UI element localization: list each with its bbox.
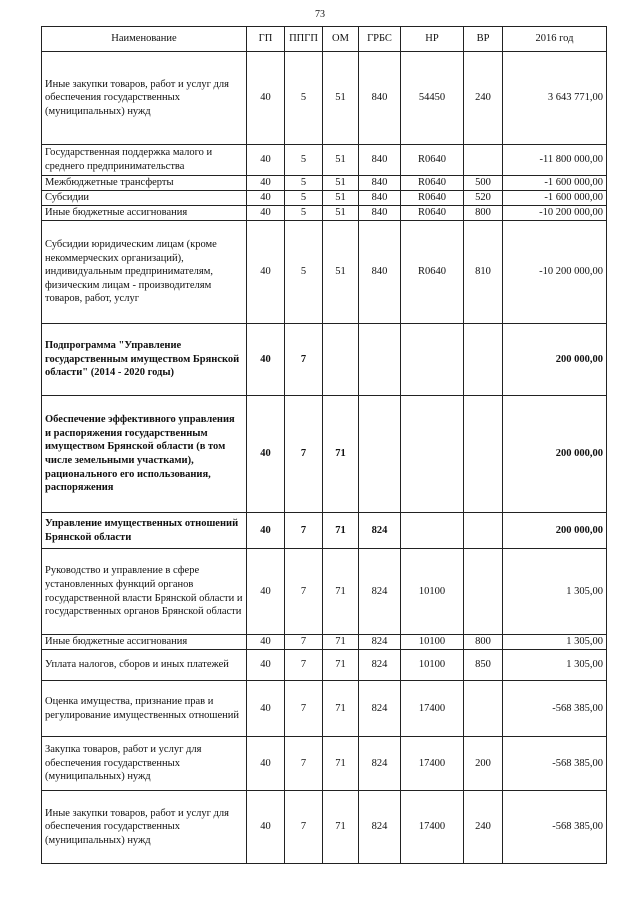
row-nr: R0640 [401,145,464,176]
row-om: 51 [323,206,359,221]
row-om: 51 [323,191,359,206]
table-row [42,52,607,145]
row-name: Закупка товаров, работ и услуг для обеспечения государственных (муниципальных) нужд [42,737,247,791]
row-name: Управление имущественных отношений Брянской области [42,513,247,549]
row-name: Иные бюджетные ассигнования [42,635,247,650]
row-nr: R0640 [401,176,464,191]
table-row [42,396,607,513]
row-ppgp: 7 [285,681,323,737]
row-vr: 810 [464,221,503,324]
row-ppgp: 7 [285,324,323,396]
row-grbs: 840 [359,176,401,191]
row-gp: 40 [247,221,285,324]
row-name: Субсидии юридическим лицам (кроме некоммерческих организаций), индивидуальным предпринимателям, физическим лицам - производителям товаров, работ, услуг [42,221,247,324]
row-vr: 850 [464,650,503,681]
row-vr: 240 [464,791,503,864]
row-vr [464,681,503,737]
row-amount: 1 305,00 [503,650,607,681]
row-gp: 40 [247,549,285,635]
row-amount: -568 385,00 [503,681,607,737]
header-om: ОМ [323,27,359,52]
row-name: Межбюджетные трансферты [42,176,247,191]
row-amount: 200 000,00 [503,513,607,549]
row-nr: 17400 [401,791,464,864]
table-row [42,324,607,396]
page-number: 73 [315,9,325,20]
row-amount: -568 385,00 [503,737,607,791]
row-gp: 40 [247,681,285,737]
row-om [323,324,359,396]
table-row [42,737,607,791]
row-name: Подпрограмма "Управление государственным имуществом Брянской области" (2014 - 2020 годы) [42,324,247,396]
row-vr: 500 [464,176,503,191]
row-grbs: 824 [359,791,401,864]
row-ppgp: 5 [285,221,323,324]
row-gp: 40 [247,513,285,549]
row-amount: -1 600 000,00 [503,176,607,191]
row-vr: 240 [464,52,503,145]
row-om: 71 [323,549,359,635]
row-ppgp: 7 [285,650,323,681]
row-gp: 40 [247,176,285,191]
row-gp: 40 [247,737,285,791]
row-grbs: 824 [359,513,401,549]
table-row [42,513,607,549]
row-vr [464,145,503,176]
row-amount: 1 305,00 [503,635,607,650]
row-nr: R0640 [401,221,464,324]
row-grbs [359,396,401,513]
row-gp: 40 [247,145,285,176]
row-vr: 800 [464,635,503,650]
row-vr [464,324,503,396]
row-grbs: 824 [359,635,401,650]
table-row [42,791,607,864]
row-vr [464,549,503,635]
row-nr [401,513,464,549]
row-nr: 17400 [401,737,464,791]
row-ppgp: 7 [285,791,323,864]
row-grbs: 824 [359,650,401,681]
table-row [42,681,607,737]
row-grbs [359,324,401,396]
row-grbs: 840 [359,206,401,221]
row-grbs: 824 [359,549,401,635]
row-ppgp: 7 [285,396,323,513]
row-grbs: 840 [359,191,401,206]
header-gp: ГП [247,27,285,52]
row-amount: -568 385,00 [503,791,607,864]
table-row [42,549,607,635]
header-grbs: ГРБС [359,27,401,52]
header-ppgp: ППГП [285,27,323,52]
table-row [42,206,607,221]
row-name: Иные закупки товаров, работ и услуг для обеспечения государственных (муниципальных) нужд [42,52,247,145]
row-vr: 800 [464,206,503,221]
row-om: 71 [323,791,359,864]
row-vr: 520 [464,191,503,206]
row-nr: R0640 [401,191,464,206]
row-nr: R0640 [401,206,464,221]
row-nr [401,396,464,513]
row-amount: -1 600 000,00 [503,191,607,206]
row-om: 51 [323,52,359,145]
header-name: Наименование [42,27,247,52]
budget-table [41,26,607,864]
row-vr: 200 [464,737,503,791]
row-gp: 40 [247,396,285,513]
row-nr: 54450 [401,52,464,145]
table-row [42,635,607,650]
row-nr: 10100 [401,635,464,650]
row-name: Уплата налогов, сборов и иных платежей [42,650,247,681]
row-ppgp: 7 [285,635,323,650]
row-gp: 40 [247,324,285,396]
row-amount: 1 305,00 [503,549,607,635]
row-amount: -10 200 000,00 [503,206,607,221]
row-name: Обеспечение эффективного управления и распоряжения государственным имуществом Брянской области (в том числе земельными участками), рационального его использования, распоряжения [42,396,247,513]
row-gp: 40 [247,206,285,221]
header-row [42,27,607,52]
row-ppgp: 5 [285,52,323,145]
row-om: 71 [323,650,359,681]
header-nr: НР [401,27,464,52]
row-ppgp: 5 [285,145,323,176]
row-om: 71 [323,737,359,791]
row-gp: 40 [247,191,285,206]
row-om: 71 [323,513,359,549]
row-om: 71 [323,635,359,650]
row-name: Руководство и управление в сфере установленных функций органов государственной власти Брянской области и государственных органов Брянской области [42,549,247,635]
row-om: 51 [323,145,359,176]
row-gp: 40 [247,635,285,650]
row-vr [464,513,503,549]
row-name: Субсидии [42,191,247,206]
table-row [42,650,607,681]
row-name: Иные закупки товаров, работ и услуг для обеспечения государственных (муниципальных) нужд [42,791,247,864]
row-gp: 40 [247,791,285,864]
table-row [42,191,607,206]
row-name: Государственная поддержка малого и среднего предпринимательства [42,145,247,176]
row-ppgp: 7 [285,549,323,635]
row-grbs: 840 [359,221,401,324]
row-grbs: 824 [359,737,401,791]
row-nr: 17400 [401,681,464,737]
row-amount: 200 000,00 [503,396,607,513]
row-gp: 40 [247,650,285,681]
row-grbs: 840 [359,145,401,176]
row-nr: 10100 [401,650,464,681]
table-row [42,221,607,324]
row-gp: 40 [247,52,285,145]
row-om: 71 [323,681,359,737]
row-name: Оценка имущества, признание прав и регулирование имущественных отношений [42,681,247,737]
row-ppgp: 7 [285,737,323,791]
row-ppgp: 5 [285,176,323,191]
table-row [42,176,607,191]
row-nr [401,324,464,396]
header-vr: ВР [464,27,503,52]
row-amount: -11 800 000,00 [503,145,607,176]
row-amount: -10 200 000,00 [503,221,607,324]
row-om: 51 [323,176,359,191]
table-row [42,145,607,176]
row-ppgp: 5 [285,191,323,206]
row-amount: 200 000,00 [503,324,607,396]
row-name: Иные бюджетные ассигнования [42,206,247,221]
row-nr: 10100 [401,549,464,635]
row-vr [464,396,503,513]
row-ppgp: 5 [285,206,323,221]
row-grbs: 824 [359,681,401,737]
row-om: 51 [323,221,359,324]
row-om: 71 [323,396,359,513]
row-grbs: 840 [359,52,401,145]
header-amount: 2016 год [503,27,607,52]
row-amount: 3 643 771,00 [503,52,607,145]
row-ppgp: 7 [285,513,323,549]
